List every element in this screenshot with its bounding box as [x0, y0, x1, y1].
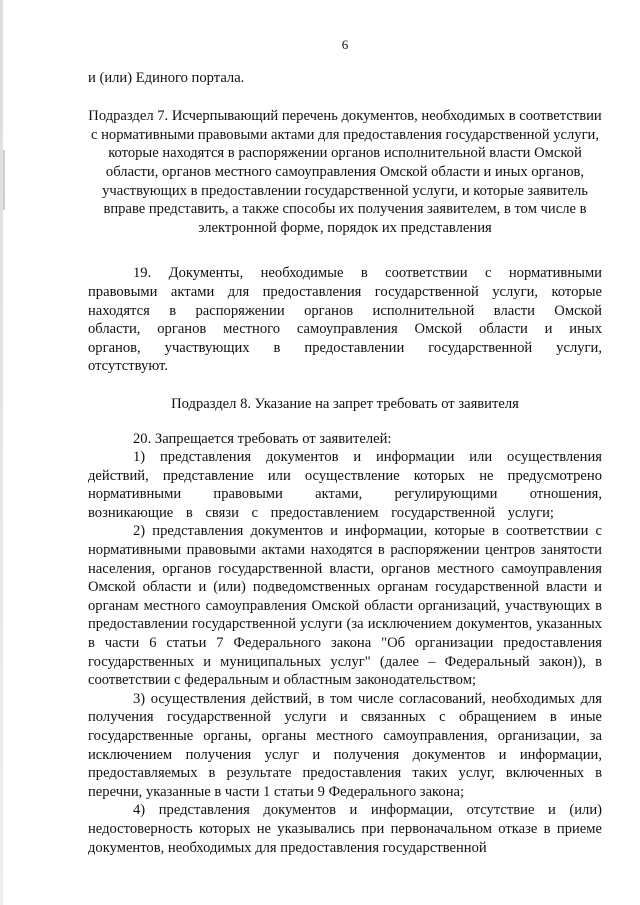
page-number: 6	[341, 37, 349, 52]
document-page	[88, 36, 602, 857]
item-20-paragraph: 20. Запрещается требовать от заявителей:	[133, 430, 392, 447]
point-3-paragraph: 3) осуществления действий, в том числе согласований, необходимых для получения государственной услуги и связанных с обращением в иные государственные органы, органы местного самоуправления, организации, за исключением получения услуг и получения документов и информации, предоставляемых в результате предоставления таких услуг, включенных в перечни, указанные в части 1 статьи 9 Федерального закона;	[88, 690, 602, 800]
subsection-7-heading: Подраздел 7. Исчерпывающий перечень документов, необходимых в соответствии с нормативными правовыми актами для предоставления государственной услуги, которые находятся в распоряжении органов исполнительной власти Омской области, органов местного самоуправления Омской области и иных органов, участвующих в предоставлении государственной услуги, и которые заявитель вправе представить, а также способы их получения заявителем, в том числе в электронной форме, порядок их представления	[88, 108, 602, 236]
scan-edge	[0, 0, 3, 905]
point-1-paragraph: 1) представления документов и информации или осуществления действий, представление или осуществление которых не предусмотрено нормативными правовыми актами, регулирующими отношения, возникающие в связи с предоставлением государственной услуги;	[88, 449, 602, 521]
intro-line: и (или) Единого портала.	[88, 69, 245, 86]
point-4-paragraph: 4) представления документов и информации, отсутствие и (или) недостоверность которых не указывались при первоначальном отказе в приеме документов, необходимых для предоставления государственной	[88, 802, 602, 856]
scan-margin-mark	[3, 150, 5, 210]
subsection-8-heading: Подраздел 8. Указание на запрет требовать от заявителя	[171, 395, 519, 412]
point-2-paragraph: 2) представления документов и информации, которые в соответствии с нормативными правовыми актами находятся в распоряжении центров занятости населения, органов государственной власти, органов местного самоуправления Омской области и (или) подведомственных органам государственной власти и органам местного самоуправления Омской области организаций, участвующих в предоставлении государственной услуги (за исключением документов, указанных в части 6 статьи 7 Федерального закона "Об организации предоставления государственных и муниципальных услуг" (далее – Федеральный закон)), в соответствии с федеральным и областным законодательством;	[88, 523, 602, 689]
item-19-paragraph: 19. Документы, необходимые в соответствии с нормативными правовыми актами для предоставления государственной услуги, которые находятся в распоряжении органов исполнительной власти Омской области, органов местного самоуправления Омской области и иных органов, участвующих в предоставлении государственной услуги, отсутствуют.	[88, 265, 602, 375]
